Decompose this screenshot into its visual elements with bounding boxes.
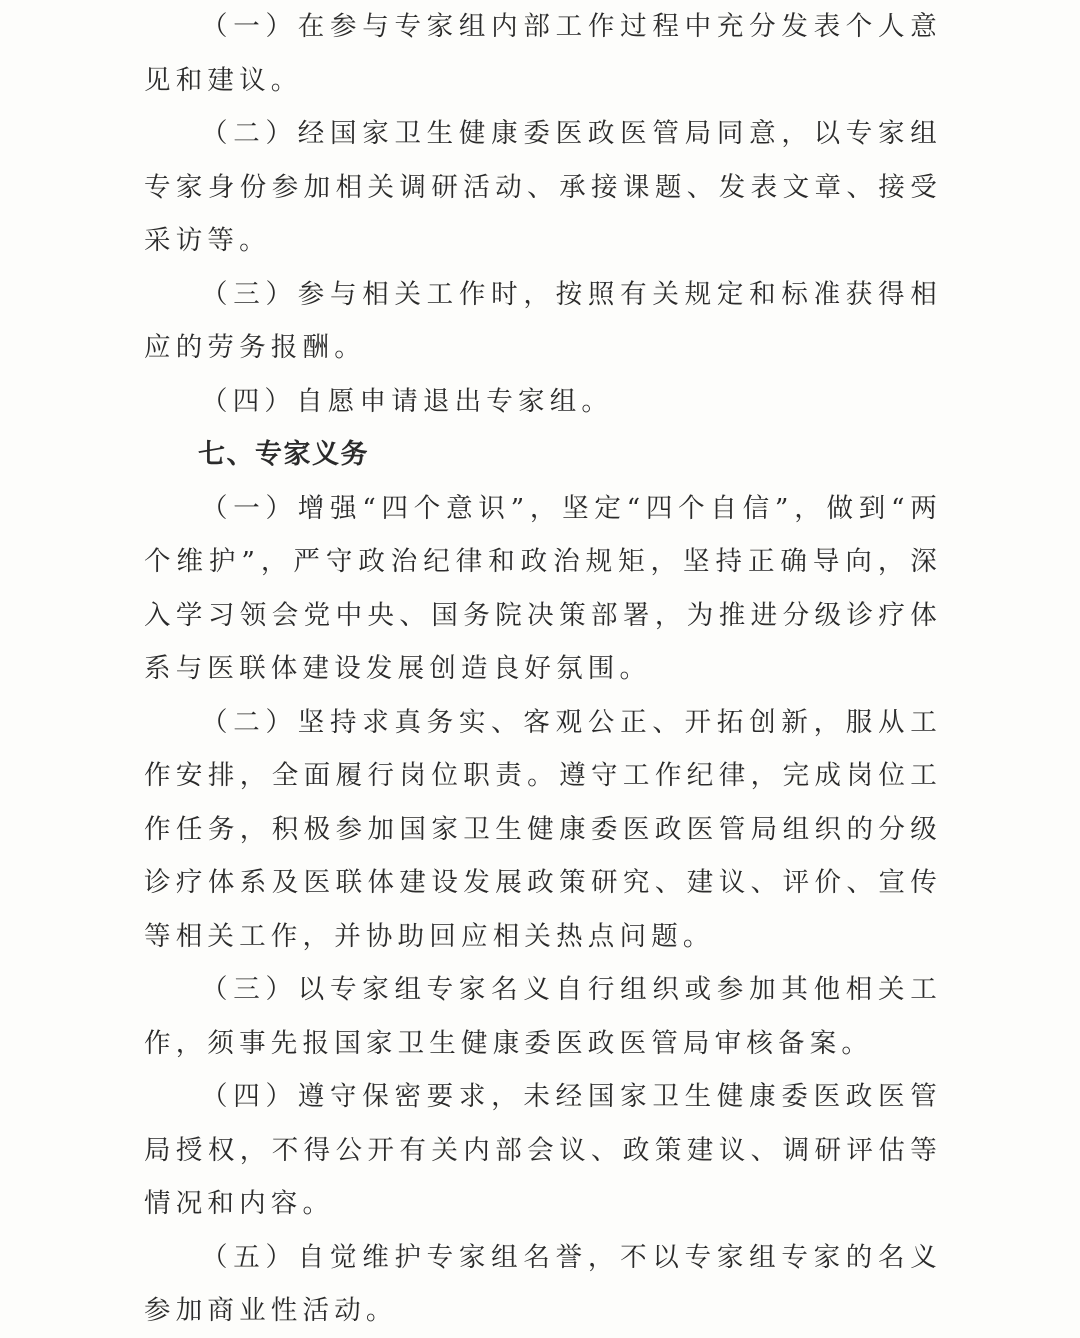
rights-item-1: （一）在参与专家组内部工作过程中充分发表个人意见和建议。: [144, 11, 942, 96]
duty-item-2: （二）坚持求真务实、客观公正、开拓创新，服从工作安排，全面履行岗位职责。遵守工作纪律，完成岗位工作任务，积极参加国家卫生健康委医政医管局组织的分级诊疗体系及医联体建设发展政策研究、建议、评价、宣传等相关工作，并协助回应相关热点问题。: [144, 706, 942, 952]
duty-item-3: （三）以专家组专家名义自行组织或参加其他相关工作，须事先报国家卫生健康委医政医管局审核备案。: [144, 974, 942, 1059]
duty-item-1: （一）增强“四个意识”，坚定“四个自信”，做到“两个维护”，严守政治纪律和政治规矩，坚持正确导向，深入学习领会党中央、国务院决策部署，为推进分级诊疗体系与医联体建设发展创造良好氛围。: [144, 492, 942, 684]
rights-item-2: （二）经国家卫生健康委医政医管局同意，以专家组专家身份参加相关调研活动、承接课题、发表文章、接受采访等。: [144, 118, 942, 256]
rights-item-4: （四）自愿申请退出专家组。: [201, 385, 614, 417]
rights-item-3: （三）参与相关工作时，按照有关规定和标准获得相应的劳务报酬。: [144, 278, 942, 363]
duty-item-4: （四）遵守保密要求，未经国家卫生健康委医政医管局授权，不得公开有关内部会议、政策建议、调研评估等情况和内容。: [144, 1081, 942, 1219]
section-heading-duties: 七、专家义务: [198, 439, 369, 470]
duty-item-5: （五）自觉维护专家组名誉，不以专家组专家的名义参加商业性活动。: [144, 1241, 942, 1326]
